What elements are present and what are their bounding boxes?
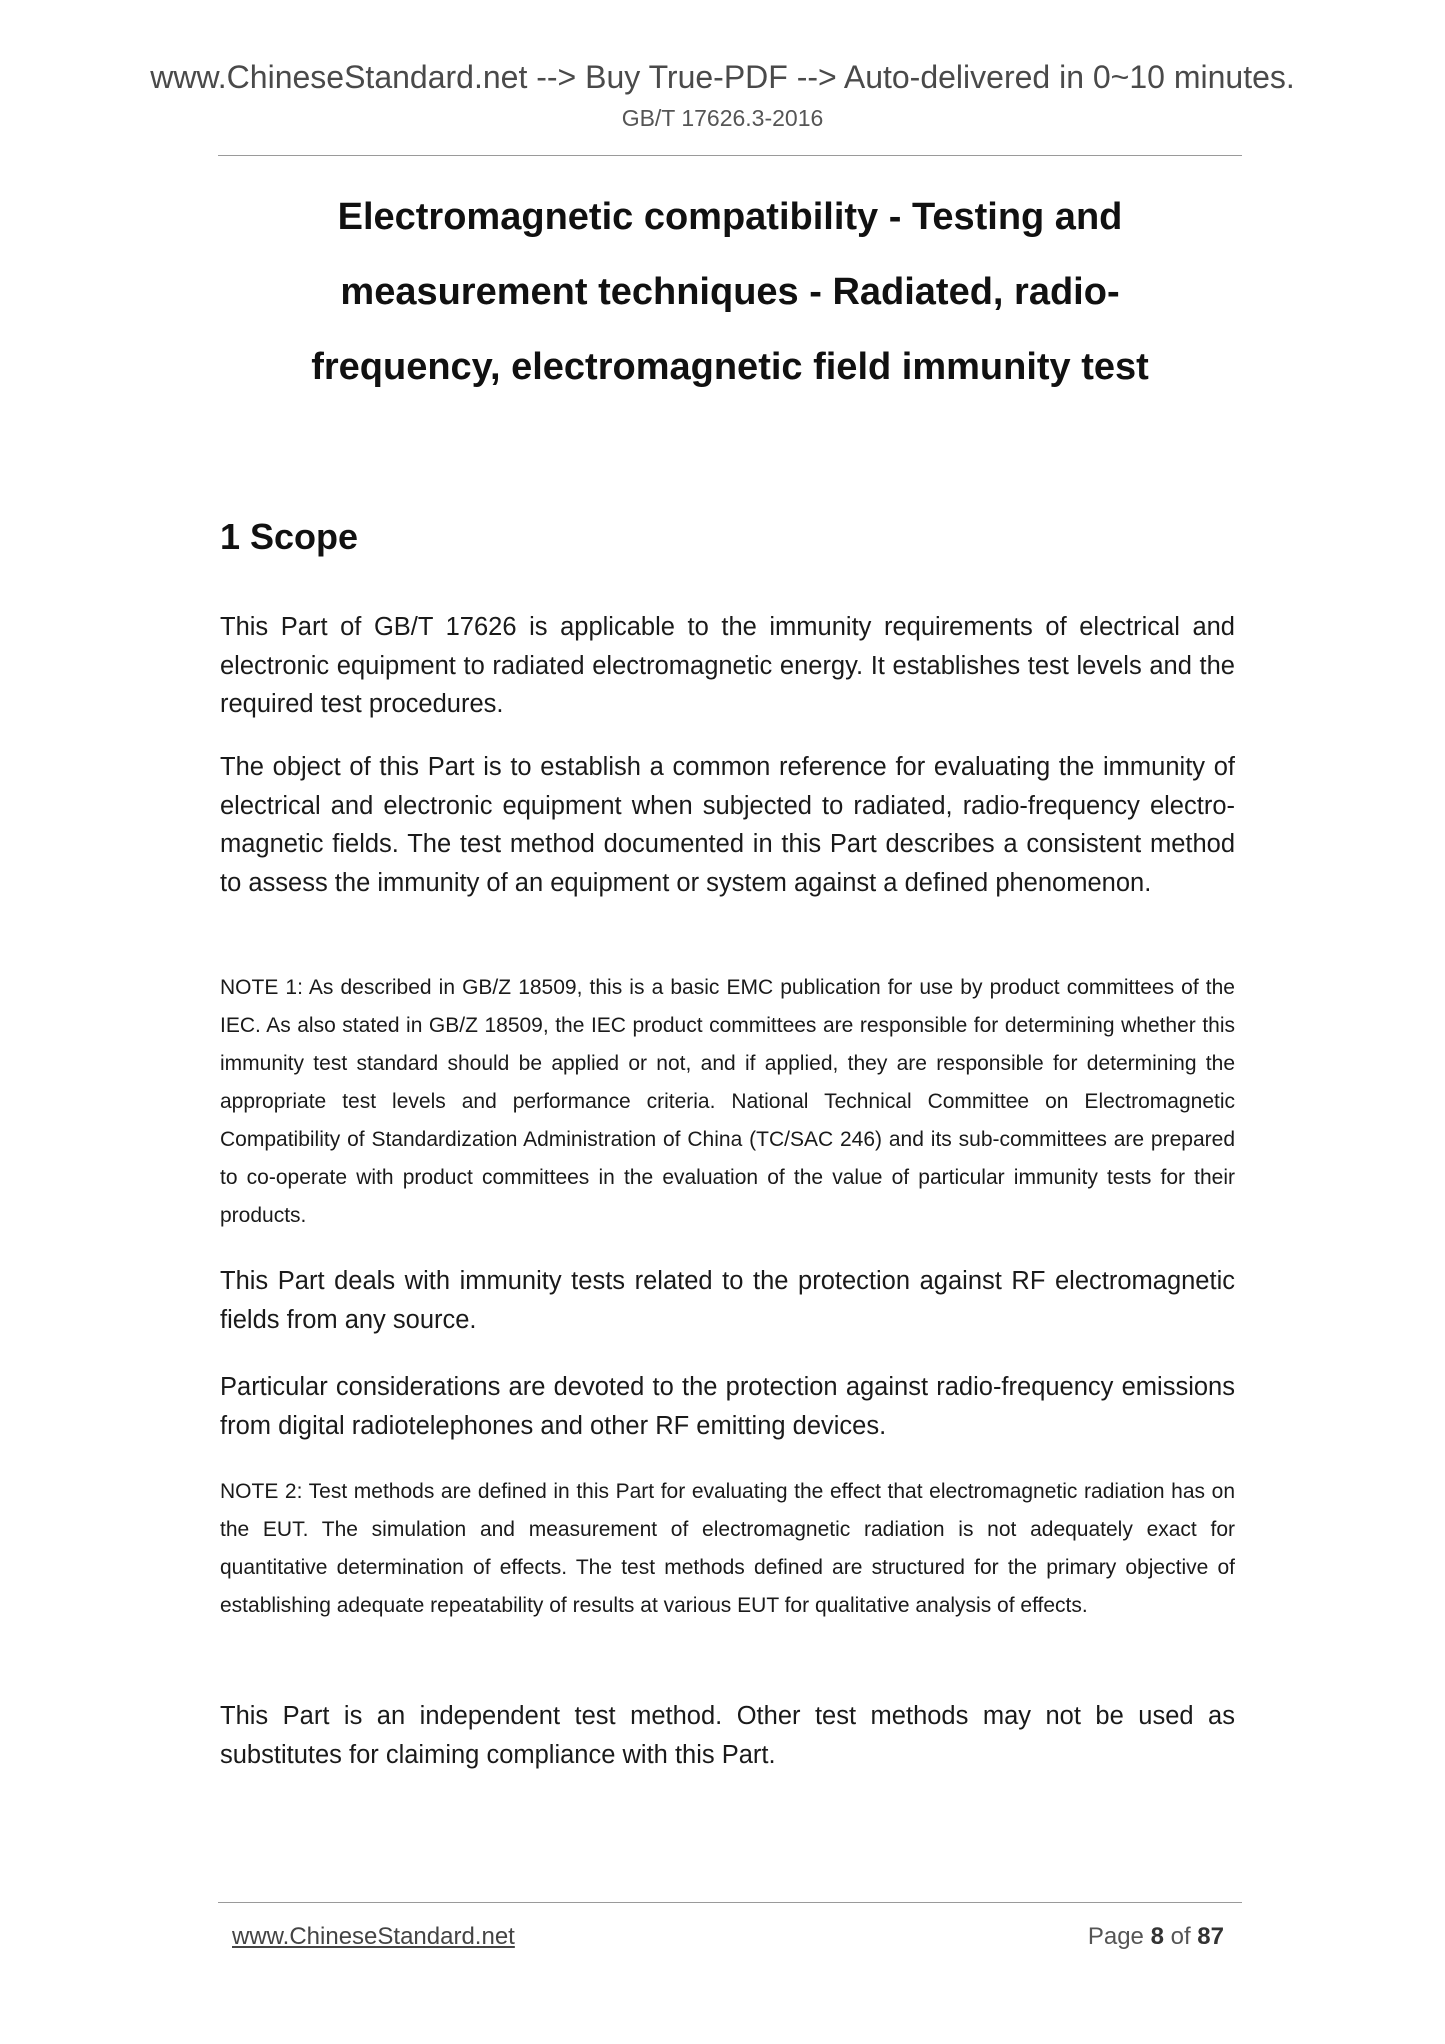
document-title: [218, 180, 1242, 405]
note-2: NOTE 2: Test methods are defined in this Part for evaluating the effect that electromagnetic radiation has on the EUT. The simulation and measurement of electromagnetic radiation is not adequately exact for quantitative determination of effects. The test methods defined are structured for the primary objective of establishing adequate repeatability of results at various EUT for qualitative analysis of effects.: [220, 1480, 1235, 1617]
paragraph-object: The object of this Part is to establish a common reference for evaluating the immunity of electrical and electronic equipment when subjected to radiated, radio-frequency electro- magnetic fields. The test method documented in this Part describes a consistent method to assess the immunity of an equipment or system against a defined phenomenon.: [220, 753, 1235, 897]
header-banner: www.ChineseStandard.net --> Buy True-PDF --> Auto-delivered in 0~10 minutes.: [150, 59, 1295, 95]
paragraph-scope-rf: This Part deals with immunity tests related to the protection against RF electromagnetic fields from any source.: [220, 1267, 1235, 1334]
title-line-3: frequency, electromagnetic field immunity test: [311, 346, 1149, 388]
title-line-1: Electromagnetic compatibility - Testing and: [337, 196, 1123, 238]
title-line-2: measurement techniques - Radiated, radio-: [340, 271, 1120, 313]
page-prefix: Page: [1087, 1923, 1144, 1950]
footer-divider: [218, 1902, 1242, 1903]
page-of: of: [1170, 1923, 1191, 1950]
paragraph-radiotelephones: Particular considerations are devoted to the protection against radio-frequency emissions from digital radiotelephones and other RF emitting devices.: [220, 1373, 1235, 1440]
page-current: 8: [1150, 1923, 1164, 1950]
page-total: 87: [1197, 1923, 1224, 1950]
footer-website-link[interactable]: www.ChineseStandard.net: [232, 1923, 515, 1950]
paragraph-independent-method: This Part is an independent test method. Other test methods may not be used as substitutes for claiming compliance with this Part.: [220, 1702, 1235, 1769]
note-1: NOTE 1: As described in GB/Z 18509, this is a basic EMC publication for use by product committees of the IEC. As also stated in GB/Z 18509, the IEC product committees are responsible for determining whether this immunity test standard should be applied or not, and if applied, they are responsible for determining the appropriate test levels and performance criteria. National Technical Committee on Electromagnetic Compatibility of Standardization Administration of China (TC/SAC 246) and its sub-committees are prepared to co-operate with product committees in the evaluation of the value of particular immunity tests for their products.: [220, 976, 1235, 1227]
paragraph-applicability: This Part of GB/T 17626 is applicable to the immunity requirements of electrical and electronic equipment to radiated electromagnetic energy. It establishes test levels and the required test procedures.: [220, 613, 1235, 719]
section-heading-scope: 1 Scope: [220, 516, 359, 557]
standard-number: GB/T 17626.3-2016: [621, 105, 824, 131]
page-indicator: [1000, 1922, 1224, 1952]
header-divider: [218, 155, 1242, 156]
